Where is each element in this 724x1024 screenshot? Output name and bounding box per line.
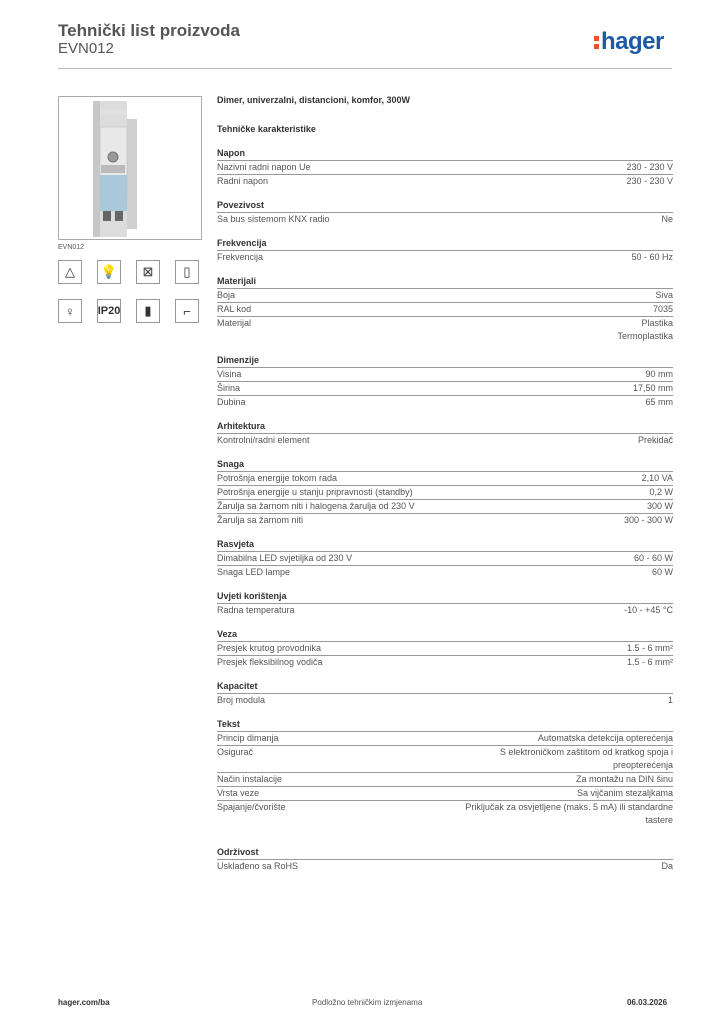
- section-title: Povezivost: [217, 200, 265, 210]
- section-title: Rasvjeta: [217, 539, 255, 549]
- logo-text: hager: [601, 28, 664, 55]
- spec-row: [217, 302, 673, 316]
- spec-label: Osigurač: [217, 747, 254, 757]
- spec-row: [217, 381, 673, 395]
- spec-value: 60 W: [651, 567, 673, 577]
- bulb-filament-icon: 💡: [97, 260, 121, 284]
- spec-label: Materijal: [217, 318, 252, 328]
- spec-row: [217, 772, 673, 786]
- warning-triangle-icon: △: [58, 260, 82, 284]
- spec-row: [217, 731, 673, 745]
- spec-value: 50 - 60 Hz: [631, 252, 673, 262]
- spec-value: 230 - 230 V: [626, 176, 673, 186]
- spec-label: Dubina: [217, 397, 246, 407]
- spec-row: [217, 212, 673, 226]
- spec-row: [217, 513, 673, 527]
- spec-row: [217, 367, 673, 381]
- ip20-icon: IP20: [97, 299, 121, 323]
- spec-value: 7035: [652, 304, 673, 314]
- spec-row: [217, 250, 673, 264]
- spec-label: Frekvencija: [217, 252, 264, 262]
- spec-value: Automatska detekcija opterećenja: [537, 733, 673, 743]
- spec-value: 1.5 - 6 mm²: [626, 643, 673, 653]
- spec-section: [217, 148, 673, 188]
- spec-label: Žarulja sa žarnom niti i halogena žarulja od 230 V: [217, 501, 415, 511]
- spec-label: Broj modula: [217, 695, 266, 705]
- spec-value: 90 mm: [645, 369, 673, 379]
- spec-value: -10 - +45 °C: [624, 605, 673, 615]
- section-title: Dimenzije: [217, 355, 260, 365]
- spec-row: [217, 603, 673, 617]
- spec-value: 0,2 W: [649, 487, 673, 497]
- spec-label: Potrošnja energije u stanju pripravnosti (standby): [217, 487, 413, 497]
- section-title: Tekst: [217, 719, 240, 729]
- spec-section: [217, 719, 673, 827]
- spec-row: [217, 565, 673, 579]
- spec-value: Siva: [655, 290, 673, 300]
- spec-row: [217, 800, 673, 827]
- section-title: Snaga: [217, 459, 245, 469]
- section-title: Arhitektura: [217, 421, 266, 431]
- footer-disclaimer: Podložno tehničkim izmjenama: [312, 998, 423, 1007]
- spec-section: [217, 200, 673, 226]
- spec-section: [217, 591, 673, 617]
- spec-row: [217, 395, 673, 409]
- product-image-caption: EVN012: [58, 244, 85, 251]
- spec-value: Ne: [661, 214, 673, 224]
- spec-row: [217, 499, 673, 513]
- product-image: [58, 96, 202, 240]
- footer-date: 06.03.2026: [627, 998, 668, 1007]
- spec-label: Radni napon: [217, 176, 269, 186]
- spec-section: [217, 276, 673, 343]
- spec-label: Nazivni radni napon Ue: [217, 162, 311, 172]
- spec-row: [217, 433, 673, 447]
- spec-value: 230 - 230 V: [626, 162, 673, 172]
- spec-value: 17,50 mm: [632, 383, 673, 393]
- spec-value: 1.5 - 6 mm²: [626, 657, 673, 667]
- spec-label: Širina: [217, 383, 241, 393]
- page-title: Tehnički list proizvoda: [58, 21, 240, 40]
- spec-value: Prekidač: [637, 435, 673, 445]
- footer-website: hager.com/ba: [58, 998, 110, 1007]
- spec-label: Visina: [217, 369, 242, 379]
- spec-row: [217, 745, 673, 772]
- spec-label: Kontrolni/radni element: [217, 435, 310, 445]
- spec-value: 300 W: [646, 501, 673, 511]
- spec-row: [217, 786, 673, 800]
- spec-label: Presjek krutog provodnika: [217, 643, 322, 653]
- screw-terminal-icon: ⌐: [175, 299, 199, 323]
- spec-section: [217, 421, 673, 447]
- spec-value: S elektroničkom zaštitom od kratkog spoja i preopterećenja: [499, 747, 673, 770]
- spec-section: [217, 459, 673, 527]
- hager-logo: [594, 28, 664, 56]
- spec-value: 60 - 60 W: [633, 553, 673, 563]
- spec-value: 1: [667, 695, 673, 705]
- spec-value: 65 mm: [645, 397, 673, 407]
- spec-label: Presjek fleksibilnog vodiča: [217, 657, 323, 667]
- spec-value: 2,10 VA: [641, 473, 673, 483]
- section-title: Frekvencija: [217, 238, 267, 248]
- spec-sections: [217, 148, 673, 873]
- spec-label: Spajanje/čvorište: [217, 802, 286, 812]
- spec-heading: Tehničke karakteristike: [217, 124, 316, 134]
- spec-label: Dimabilna LED svjetiljka od 230 V: [217, 553, 353, 563]
- section-title: Uvjeti korištenja: [217, 591, 287, 601]
- bulb-icon: ♀: [58, 299, 82, 323]
- spec-label: Snaga LED lampe: [217, 567, 291, 577]
- spec-row: [217, 693, 673, 707]
- section-title: Materijali: [217, 276, 257, 286]
- fluorescent-lamp-icon: ▯: [175, 260, 199, 284]
- spec-label: Vrsta veze: [217, 788, 260, 798]
- spec-row: [217, 655, 673, 669]
- spec-row: [217, 859, 673, 873]
- spec-value: 300 - 300 W: [623, 515, 673, 525]
- spec-row: [217, 160, 673, 174]
- header-divider: [58, 68, 672, 69]
- spec-row: [217, 485, 673, 499]
- product-code-subtitle: EVN012: [58, 40, 114, 57]
- spec-row: [217, 551, 673, 565]
- spec-row: [217, 471, 673, 485]
- spec-section: [217, 847, 673, 873]
- spec-label: Boja: [217, 290, 236, 300]
- section-title: Održivost: [217, 847, 259, 857]
- spec-label: Žarulja sa žarnom niti: [217, 515, 304, 525]
- spec-label: Princip dimanja: [217, 733, 279, 743]
- spec-label: Potrošnja energije tokom rada: [217, 473, 338, 483]
- spec-section: [217, 629, 673, 669]
- spec-label: Radna temperatura: [217, 605, 295, 615]
- spec-section: [217, 539, 673, 579]
- spec-value: Za montažu na DIN šinu: [575, 774, 673, 784]
- spec-label: Sa bus sistemom KNX radio: [217, 214, 330, 224]
- spec-value: Da: [661, 861, 673, 871]
- spec-row: [217, 641, 673, 655]
- spec-content: [217, 95, 673, 873]
- led-transformer-icon: ⊠: [136, 260, 160, 284]
- section-title: Kapacitet: [217, 681, 258, 691]
- spec-row: [217, 316, 673, 343]
- spec-label: RAL kod: [217, 304, 252, 314]
- spec-row: [217, 288, 673, 302]
- spec-value: Priključak za osvjetljene (maks. 5 mA) ili standardne tastere: [465, 802, 673, 825]
- section-title: Napon: [217, 148, 245, 158]
- product-description: Dimer, univerzalni, distancioni, komfor, 300W: [217, 95, 411, 105]
- logo-mark-icon: [594, 34, 600, 52]
- spec-label: Način instalacije: [217, 774, 283, 784]
- spec-label: Usklađeno sa RoHS: [217, 861, 299, 871]
- spec-value: Sa vijčanim stezaljkama: [576, 788, 673, 798]
- spec-section: [217, 238, 673, 264]
- section-title: Veza: [217, 629, 238, 639]
- spec-section: [217, 681, 673, 707]
- din-rail-icon: ▮: [136, 299, 160, 323]
- spec-section: [217, 355, 673, 409]
- spec-value: Plastika Termoplastika: [617, 318, 673, 341]
- spec-row: [217, 174, 673, 188]
